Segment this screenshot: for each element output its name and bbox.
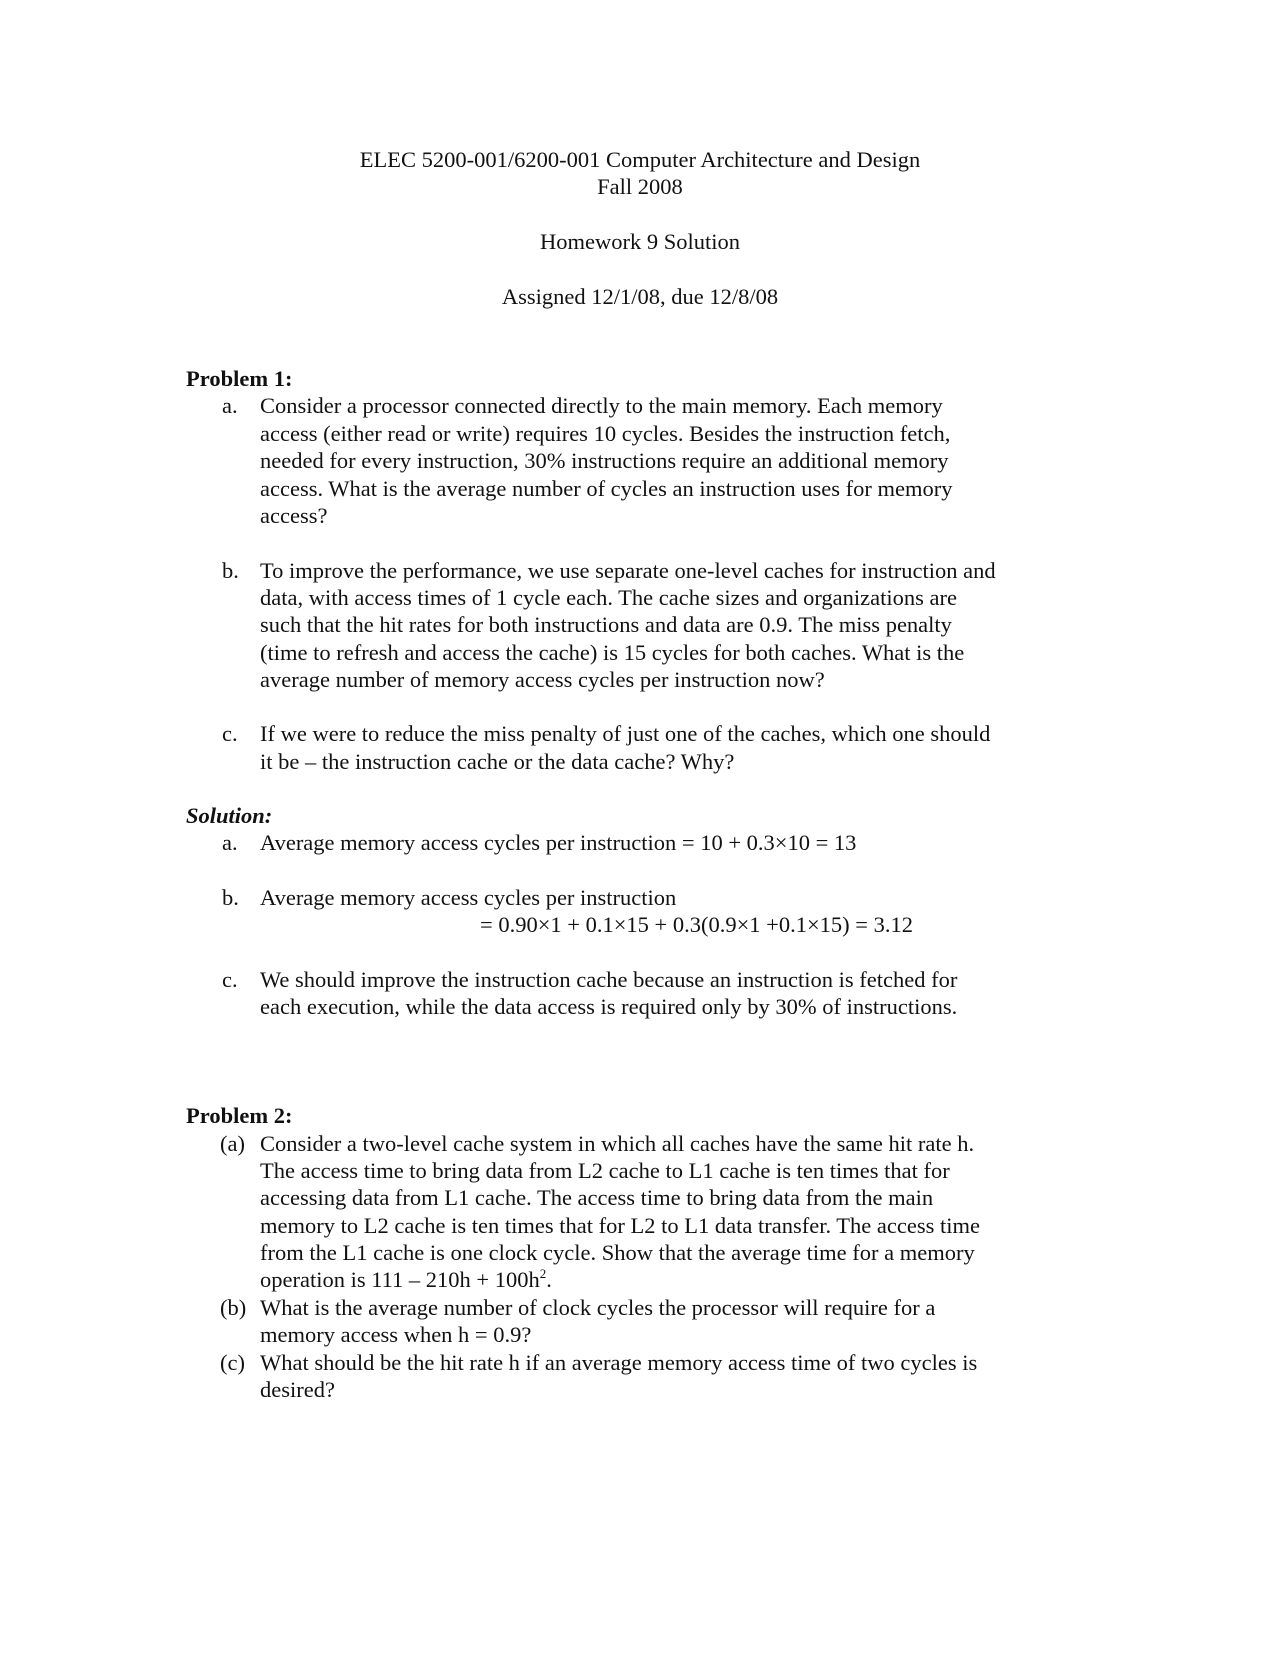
item-text-line: it be – the instruction cache or the data cache? Why? — [260, 749, 735, 774]
item-text-line: What should be the hit rate h if an average memory access time of two cycles is — [260, 1350, 978, 1375]
item-text-line: memory access when h = 0.9? — [260, 1322, 532, 1347]
item-text-line: If we were to reduce the miss penalty of just one of the caches, which one should — [260, 721, 991, 746]
formula-exponent: 2 — [539, 1266, 547, 1281]
problem-1-heading: Problem 1: — [186, 366, 293, 391]
item-text-line: from the L1 cache is one clock cycle. Show that the average time for a memory — [260, 1240, 975, 1265]
item-marker: c. — [222, 967, 238, 992]
item-text-line: access? — [260, 503, 328, 528]
item-text-line: each execution, while the data access is required only by 30% of instructions. — [260, 994, 958, 1019]
assigned-date: Assigned 12/1/08, due 12/8/08 — [501, 284, 779, 309]
item-text-line: needed for every instruction, 30% instructions require an additional memory — [260, 448, 949, 473]
item-marker: c. — [222, 721, 238, 746]
solution-heading: Solution: — [186, 803, 273, 828]
formula-prefix: operation is 111 – 210h + 100h — [260, 1267, 540, 1292]
item-marker: a. — [222, 830, 238, 855]
item-marker: a. — [222, 393, 238, 418]
item-marker: (b) — [220, 1295, 247, 1320]
item-text-line: The access time to bring data from L2 cache to L1 cache is ten times that for — [260, 1158, 950, 1183]
item-text-line: access. What is the average number of cycles an instruction uses for memory — [260, 476, 953, 501]
term: Fall 2008 — [597, 174, 683, 199]
problem-2-heading: Problem 2: — [186, 1103, 293, 1128]
item-text-line: desired? — [260, 1377, 335, 1402]
item-text-line: We should improve the instruction cache because an instruction is fetched for — [260, 967, 958, 992]
item-text-line: memory to L2 cache is ten times that for L2 to L1 data transfer. The access time — [260, 1213, 980, 1238]
item-text-line: accessing data from L1 cache. The access time to bring data from the main — [260, 1185, 934, 1210]
formula-suffix: . — [546, 1267, 552, 1292]
item-text-line: access (either read or write) requires 10 cycles. Besides the instruction fetch, — [260, 421, 951, 446]
document-title: Homework 9 Solution — [540, 229, 740, 254]
course-title: ELEC 5200-001/6200-001 Computer Architecture and Design — [359, 147, 921, 172]
item-text-line: To improve the performance, we use separate one-level caches for instruction and — [260, 558, 996, 583]
item-text-line: Average memory access cycles per instruction — [260, 885, 677, 910]
item-text-line: Consider a processor connected directly to the main memory. Each memory — [260, 393, 943, 418]
item-text-line: What is the average number of clock cycles the processor will require for a — [260, 1295, 936, 1320]
solution-b-equation: = 0.90×1 + 0.1×15 + 0.3(0.9×1 +0.1×15) = 3.12 — [480, 912, 913, 937]
item-text-line: average number of memory access cycles per instruction now? — [260, 667, 825, 692]
item-marker: (a) — [220, 1131, 245, 1156]
item-marker: (c) — [220, 1350, 245, 1375]
item-marker: b. — [222, 885, 239, 910]
item-text-line: such that the hit rates for both instructions and data are 0.9. The miss penalty — [260, 612, 952, 637]
item-text-line: Consider a two-level cache system in which all caches have the same hit rate h. — [260, 1131, 975, 1156]
item-text-line: Average memory access cycles per instruction = 10 + 0.3×10 = 13 — [260, 830, 857, 855]
item-text-line: data, with access times of 1 cycle each. The cache sizes and organizations are — [260, 585, 957, 610]
item-text-line: (time to refresh and access the cache) is 15 cycles for both caches. What is the — [260, 640, 965, 665]
formula-line — [260, 1266, 552, 1294]
item-marker: b. — [222, 558, 239, 583]
